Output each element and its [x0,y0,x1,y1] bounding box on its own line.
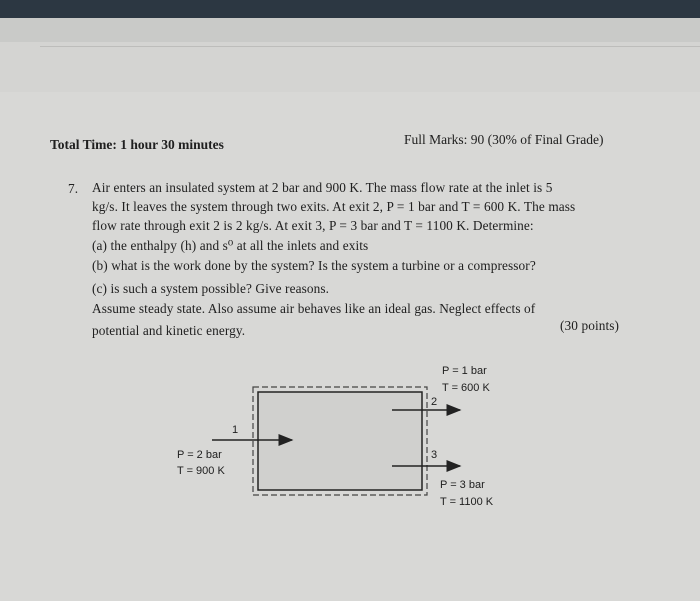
question-line-last: potential and kinetic energy. [92,323,246,338]
exit-2-temperature: T = 600 K [442,382,490,394]
exit-3-temperature: T = 1100 K [440,496,494,508]
question-number: 7. [68,181,79,196]
question-points: (30 points) [560,318,620,333]
exit-2-pressure: P = 1 bar [442,365,487,377]
question-part-a: (a) the enthalpy (h) and s⁰ at all the inlets and exits [92,238,369,253]
system-box [258,392,422,490]
inlet-temperature: T = 900 K [177,465,225,477]
question-line-3: flow rate through exit 2 is 2 kg/s. At exit 3, P = 3 bar and T = 1100 K. Determine: [92,218,534,233]
exit-2-number: 2 [431,396,438,408]
inlet-pressure: P = 2 bar [177,449,222,461]
exit-3-pressure: P = 3 bar [440,479,485,491]
exit-3-number: 3 [431,449,438,461]
question-part-b: (b) what is the work done by the system? Is the system a turbine or a compressor? [92,258,536,273]
total-time: Total Time: 1 hour 30 minutes [50,137,224,152]
full-marks: Full Marks: 90 (30% of Final Grade) [404,132,604,147]
question-part-c: (c) is such a system possible? Give reasons. [92,281,330,296]
question-line-2: kg/s. It leaves the system through two exits. At exit 2, P = 1 bar and T = 600 K. The mass [92,199,576,214]
question-line-1: Air enters an insulated system at 2 bar and 900 K. The mass flow rate at the inlet is 5 [92,180,553,195]
inlet-number: 1 [232,424,239,436]
question-line-assume: Assume steady state. Also assume air behaves like an ideal gas. Neglect effects of [92,301,536,316]
